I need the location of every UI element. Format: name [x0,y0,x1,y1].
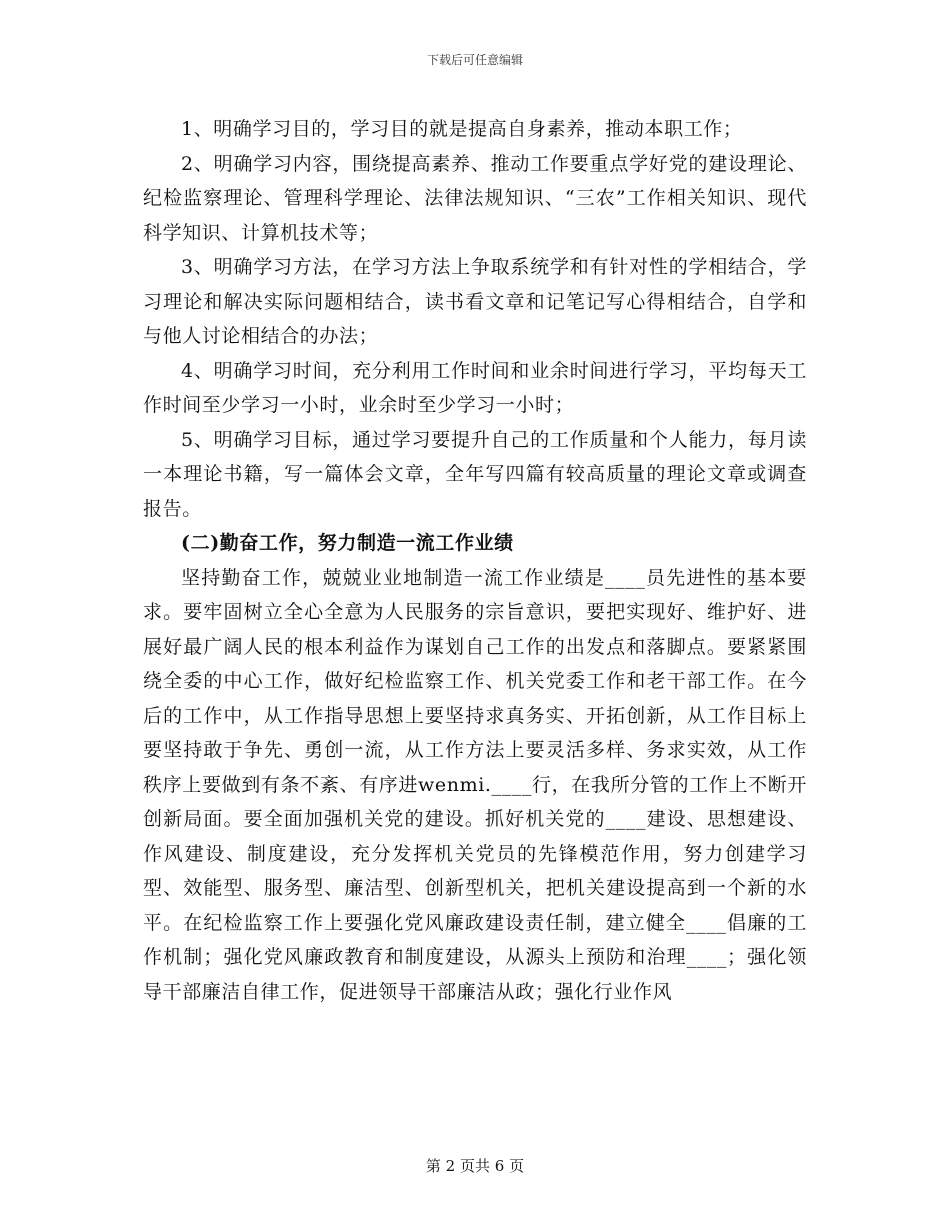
document-body [143,112,807,1009]
body-paragraph: 坚持勤奋工作，兢兢业业地制造一流工作业绩是____员先进性的基本要求。要牢固树立全心全意为人民服务的宗旨意识，要把实现好、维护好、进展好最广阔人民的根本利益作为谋划自己工作的出发点和落脚点。要紧紧围绕全委的中心工作，做好纪检监察工作、机关党委工作和老干部工作。在今后的工作中，从工作指导思想上要坚持求真务实、开拓创新，从工作目标上要坚持敢于争先、勇创一流，从工作方法上要灵活多样、务求实效，从工作秩序上要做到有条不紊、有序进wenmi.____行，在我所分管的工作上不断开创新局面。要全面加强机关党的建设。抓好机关党的____建设、思想建设、作风建设、制度建设，充分发挥机关党员的先锋模范作用，努力创建学习型、效能型、服务型、廉洁型、创新型机关，把机关建设提高到一个新的水平。在纪检监察工作上要强化党风廉政建设责任制，建立健全____倡廉的工作机制；强化党风廉政教育和制度建设，从源头上预防和治理____；强化领导干部廉洁自律工作，促进领导干部廉洁从政；强化行业作风 [143,566,807,1003]
list-item-study-goal: 5、明确学习目标，通过学习要提升自己的工作质量和个人能力，每月读一本理论书籍，写一篇体会文章，全年写四篇有较高质量的理论文章或调查报告。 [143,428,807,520]
page-header: 下载后可任意编辑 [426,53,523,67]
list-item-study-method: 3、明确学习方法，在学习方法上争取系统学和有针对性的学相结合，学习理论和解决实际问题相结合，读书看文章和记笔记写心得相结合，自学和与他人讨论相结合的办法； [143,256,807,347]
list-item-study-time: 4、明确学习时间，充分利用工作时间和业余时间进行学习，平均每天工作时间至少学习一小时，业余时至少学习一小时； [143,359,807,416]
page-number: 第 2 页共 6 页 [425,1157,525,1175]
list-item-study-content: 2、明确学习内容，围绕提高素养、推动工作要重点学好党的建设理论、纪检监察理论、管理科学理论、法律法规知识、“三农”工作相关知识、现代科学知识、计算机技术等； [143,152,807,244]
section-heading: (二)勤奋工作，努力制造一流工作业绩 [181,532,514,554]
list-item-study-purpose: 1、明确学习目的，学习目的就是提高自身素养，推动本职工作； [181,118,743,140]
